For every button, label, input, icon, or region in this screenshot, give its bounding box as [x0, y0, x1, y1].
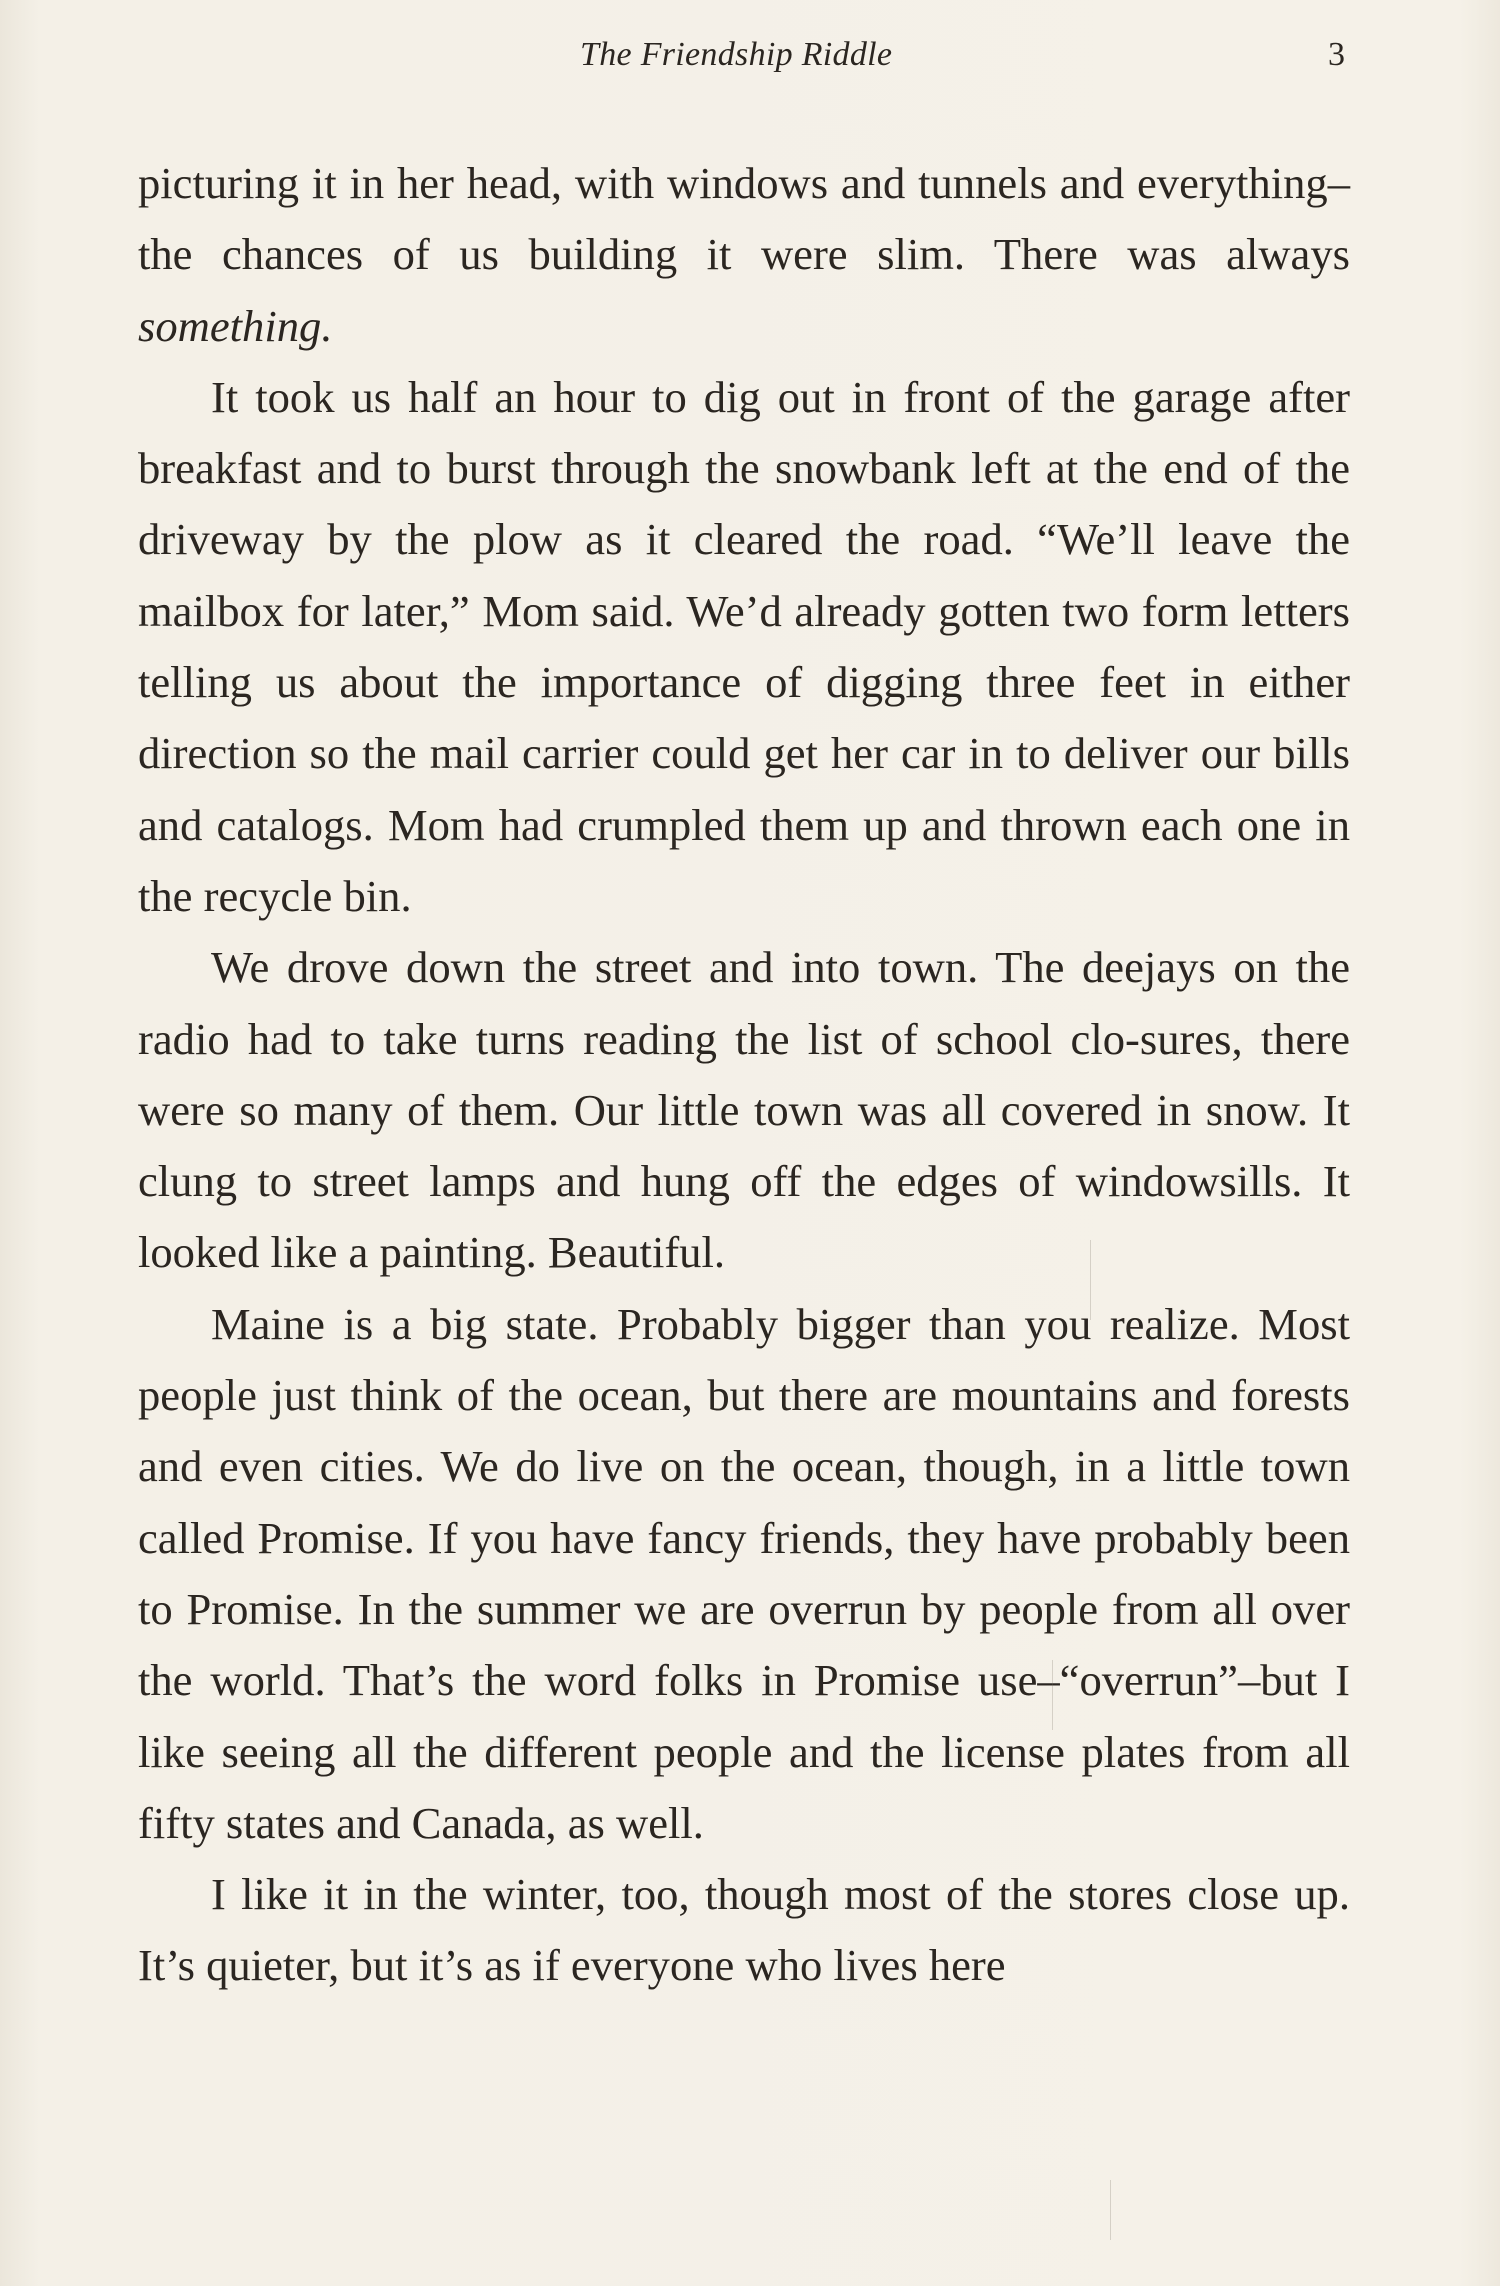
body-text — [138, 148, 1350, 2002]
paragraph-5: I like it in the winter, too, though most of the stores close up. It’s quieter, but it’s as if everyone who lives here — [138, 1869, 1350, 1991]
book-title: The Friendship Riddle — [580, 36, 893, 73]
page-number: 3 — [1328, 36, 1345, 73]
paragraph-1-italic: something. — [138, 300, 333, 351]
paragraph-4: Maine is a big state. Probably bigger than you realize. Most people just think of the ocean, but there are mountains and forests and even cities. We do live on the ocean, though, in a little town called Promise. If you have fancy friends, they have probably been to Promise. In the summer we are overrun by people from all over the world. That’s the word folks in Promise use–“overrun”–but I like seeing all the different people and the license plates from all fifty states and Canada, as well. — [138, 1298, 1350, 1848]
paragraph-1 — [138, 148, 1350, 362]
running-head — [0, 36, 1500, 76]
scan-crease-mark — [1052, 1660, 1053, 1730]
paragraph-3: We drove down the street and into town. The deejays on the radio had to take turns reading the list of school clo-sures, there were so many of them. Our little town was all covered in snow. It clung to street lamps and hung off the edges of windowsills. It looked like a painting. Beautiful. — [138, 942, 1350, 1278]
paragraph-2: It took us half an hour to dig out in front of the garage after breakfast and to burst through the snowbank left at the end of the driveway by the plow as it cleared the road. “We’ll leave the mailbox for later,” Mom said. We’d already gotten two form letters telling us about the importance of digging three feet in either direction so the mail carrier could get her car in to deliver our bills and catalogs. Mom had crumpled them up and thrown each one in the recycle bin. — [138, 371, 1350, 921]
paragraph-1-text: picturing it in her head, with windows and tunnels and everything–the chances of us building it were slim. There was always — [138, 158, 1350, 280]
scan-crease-mark — [1110, 2180, 1111, 2240]
scan-crease-mark — [1090, 1240, 1091, 1320]
